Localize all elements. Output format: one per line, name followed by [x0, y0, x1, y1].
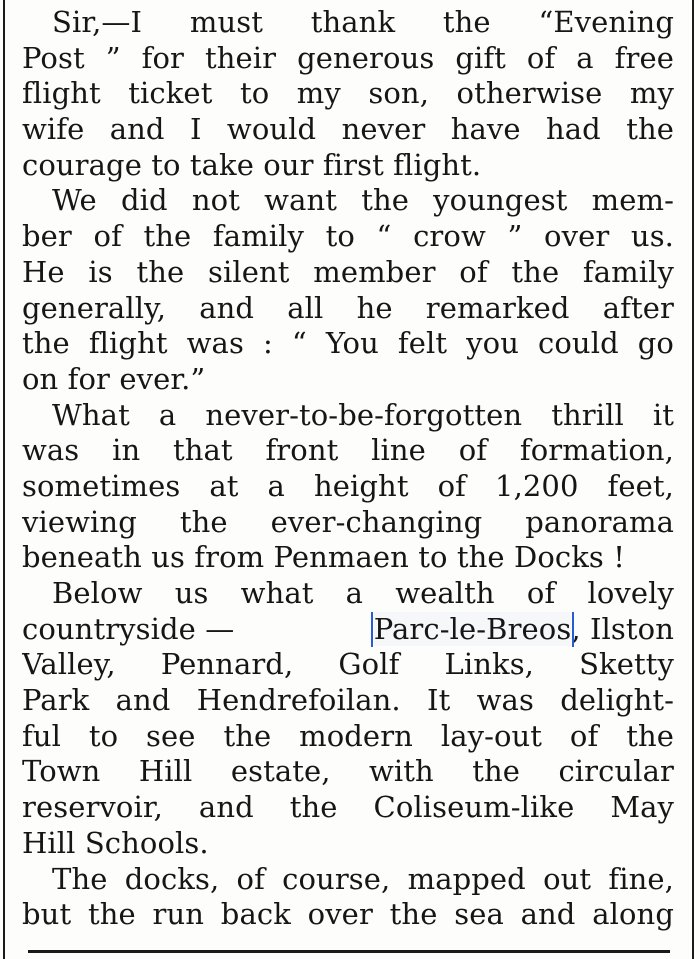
text-line: Valley, Pennard, Golf Links, Sketty	[22, 647, 674, 682]
text-fragment: , Ilston	[571, 611, 674, 646]
highlighted-place-name[interactable]: Parc-le-Breos	[373, 611, 572, 646]
text-line: We did not want the youngest mem-	[52, 183, 674, 218]
text-line-with-highlight	[22, 612, 674, 648]
text-line: What a never-to-be-forgotten thrill it	[52, 397, 674, 432]
column-rule-right	[692, 0, 694, 959]
text-line: Post ” for their generous gift of a free	[22, 40, 674, 75]
text-line: ber of the family to “ crow ” over us.	[22, 219, 674, 254]
letter-article	[22, 5, 674, 933]
text-line: on for ever.”	[22, 361, 206, 396]
text-line: ful to see the modern lay-out of the	[22, 718, 674, 753]
text-line: beneath us from Penmaen to the Docks !	[22, 540, 625, 575]
text-line: courage to take our first flight.	[22, 147, 482, 182]
text-line: wife and I would never have had the	[22, 112, 674, 147]
text-line: Town Hill estate, with the circular	[22, 754, 674, 789]
text-line: viewing the ever-changing panorama	[22, 504, 674, 539]
text-line: generally, and all he remarked after	[22, 290, 674, 325]
bottom-rule	[28, 950, 670, 953]
text-line: sometimes at a height of 1,200 feet,	[22, 468, 674, 503]
text-line: The docks, of course, mapped out fine,	[52, 861, 674, 896]
text-line: the flight was : “ You felt you could go	[22, 326, 674, 361]
text-line: Park and Hendrefoilan. It was delight-	[22, 683, 674, 718]
text-fragment: countryside —	[22, 611, 235, 646]
highlight-group	[374, 612, 674, 648]
text-line: but the run back over the sea and along	[22, 897, 674, 932]
text-line: Hill Schools.	[22, 825, 209, 860]
text-line: was in that front line of formation,	[22, 433, 674, 468]
text-line: Below us what a wealth of lovely	[52, 576, 674, 610]
text-line: reservoir, and the Coliseum-like May	[22, 790, 674, 825]
text-line: Sir,—I must thank the “Evening	[52, 5, 674, 39]
column-rule-left	[3, 0, 5, 959]
text-line: He is the silent member of the family	[22, 254, 674, 289]
text-line: flight ticket to my son, otherwise my	[22, 76, 674, 111]
